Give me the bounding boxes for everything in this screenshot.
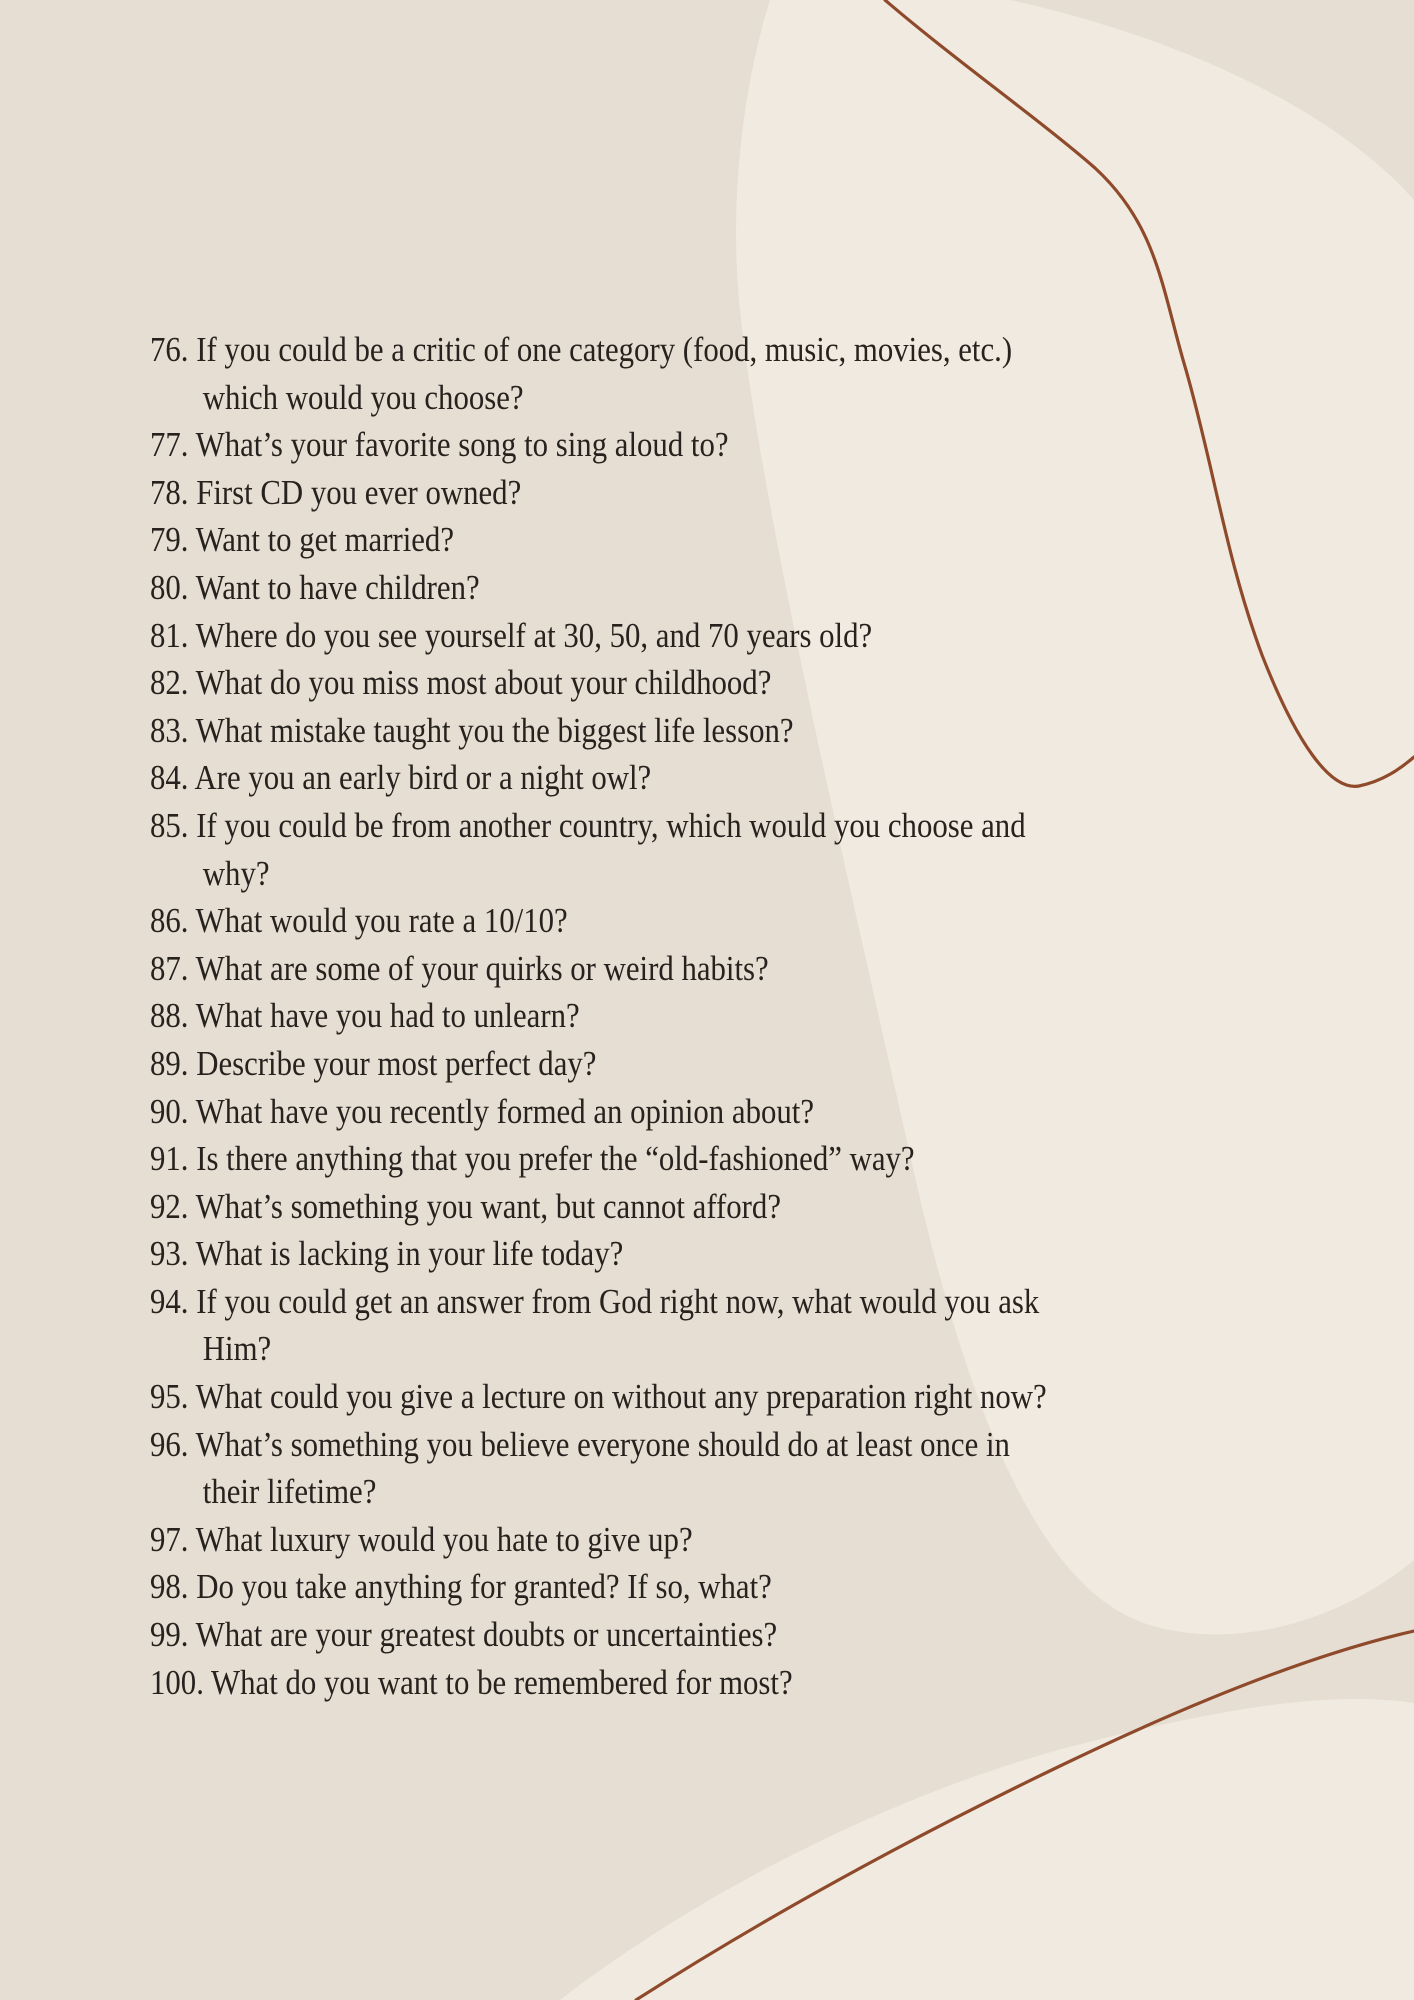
question-number: 87.: [150, 948, 196, 988]
question-text: What have you recently formed an opinion about?: [195, 1091, 815, 1131]
question-line: [150, 1421, 1047, 1469]
question-line: [150, 945, 1047, 993]
question-line: [150, 1135, 1047, 1183]
question-text: What do you miss most about your childhood?: [195, 663, 772, 703]
question-number: 95.: [150, 1377, 196, 1417]
question-number: 81.: [150, 615, 196, 655]
question-item: [150, 1183, 1047, 1231]
question-line: [150, 659, 1047, 707]
question-line: [150, 1563, 1047, 1611]
question-text: If you could be from another country, which would you choose and: [196, 805, 1026, 845]
question-line: [150, 326, 1047, 374]
question-line: [150, 897, 1047, 945]
question-line-continuation: which would you choose?: [202, 377, 524, 417]
question-item: [150, 945, 1047, 993]
question-number: 88.: [150, 996, 196, 1036]
question-text: What would you rate a 10/10?: [195, 901, 568, 941]
question-item: [150, 1040, 1047, 1088]
question-line: [150, 707, 1047, 755]
question-text: If you could get an answer from God right now, what would you ask: [196, 1281, 1040, 1321]
question-text: What have you had to unlearn?: [195, 996, 580, 1036]
question-item: [150, 612, 1047, 660]
question-item: [150, 1421, 1047, 1516]
question-item: [150, 1516, 1047, 1564]
question-item: [150, 1135, 1047, 1183]
question-item: [150, 754, 1047, 802]
question-item: [150, 1088, 1047, 1136]
question-number: 77.: [150, 425, 196, 465]
question-line: [150, 754, 1047, 802]
question-number: 93.: [150, 1234, 196, 1274]
question-number: 91.: [150, 1139, 197, 1179]
question-line: [150, 564, 1047, 612]
question-item: [150, 707, 1047, 755]
question-text: First CD you ever owned?: [196, 472, 522, 512]
question-line: [150, 1040, 1047, 1088]
question-text: What could you give a lecture on without any preparation right now?: [195, 1377, 1047, 1417]
question-line: [150, 612, 1047, 660]
question-line: [150, 1611, 1047, 1659]
question-text: Are you an early bird or a night owl?: [194, 758, 652, 798]
question-number: 83.: [150, 710, 196, 750]
question-item: [150, 659, 1047, 707]
question-text: Want to have children?: [195, 567, 480, 607]
question-item: [150, 421, 1047, 469]
question-line: [150, 992, 1047, 1040]
question-line-continuation: why?: [202, 853, 270, 893]
question-number: 76.: [150, 330, 197, 369]
question-number: 96.: [150, 1424, 196, 1464]
question-text: What luxury would you hate to give up?: [195, 1519, 693, 1559]
question-line-continuation: Him?: [202, 1329, 272, 1369]
question-item: [150, 1563, 1047, 1611]
question-item: [150, 326, 1047, 421]
question-line: [150, 1659, 1047, 1707]
question-line: [150, 421, 1047, 469]
question-item: [150, 1230, 1047, 1278]
question-item: [150, 564, 1047, 612]
question-item: [150, 1278, 1047, 1373]
question-number: 80.: [150, 567, 196, 607]
question-line: [150, 1516, 1047, 1564]
question-text: What are some of your quirks or weird habits?: [195, 948, 769, 988]
question-item: [150, 469, 1047, 517]
question-item: [150, 897, 1047, 945]
question-text: What’s something you want, but cannot afford?: [195, 1186, 782, 1226]
question-item: [150, 1373, 1047, 1421]
question-number: 97.: [150, 1519, 196, 1559]
question-number: 79.: [150, 520, 196, 560]
question-number: 92.: [150, 1186, 196, 1226]
question-line: [150, 1183, 1047, 1231]
question-number: 90.: [150, 1091, 196, 1131]
question-item: [150, 802, 1047, 897]
question-number: 82.: [150, 663, 196, 703]
question-line: [150, 1230, 1047, 1278]
question-line: [150, 1373, 1047, 1421]
question-number: 100.: [150, 1662, 212, 1702]
question-line: [150, 516, 1047, 564]
question-text: If you could be a critic of one category (food, music, movies, etc.): [196, 330, 1013, 369]
question-line: [150, 469, 1047, 517]
question-number: 99.: [150, 1615, 196, 1655]
question-text: What is lacking in your life today?: [195, 1234, 624, 1274]
question-text: Do you take anything for granted? If so, what?: [196, 1567, 772, 1607]
question-number: 85.: [150, 805, 197, 845]
question-number: 98.: [150, 1567, 197, 1607]
question-number: 78.: [150, 472, 197, 512]
question-line-continuation: their lifetime?: [202, 1472, 377, 1512]
question-line: [150, 1278, 1047, 1326]
question-text: What do you want to be remembered for most?: [211, 1662, 793, 1702]
question-text: Where do you see yourself at 30, 50, and 70 years old?: [195, 615, 873, 655]
question-text: What are your greatest doubts or uncertainties?: [195, 1615, 778, 1655]
question-item: [150, 1659, 1047, 1707]
question-number: 86.: [150, 901, 196, 941]
question-line: [150, 802, 1047, 850]
question-text: What’s your favorite song to sing aloud to?: [195, 425, 729, 465]
question-text: What’s something you believe everyone should do at least once in: [195, 1424, 1010, 1464]
question-number: 89.: [150, 1043, 197, 1083]
question-item: [150, 516, 1047, 564]
question-item: [150, 1611, 1047, 1659]
question-number: 94.: [150, 1281, 197, 1321]
question-line: [150, 1088, 1047, 1136]
question-number: 84.: [150, 758, 195, 798]
question-text: Want to get married?: [195, 520, 455, 560]
question-text: Describe your most perfect day?: [196, 1043, 597, 1083]
question-list: [150, 326, 1047, 1706]
question-text: What mistake taught you the biggest life lesson?: [195, 710, 794, 750]
question-text: Is there anything that you prefer the “old-fashioned” way?: [196, 1139, 915, 1179]
cream-blob-bottom-right-shape: [560, 1699, 1414, 2000]
question-item: [150, 992, 1047, 1040]
